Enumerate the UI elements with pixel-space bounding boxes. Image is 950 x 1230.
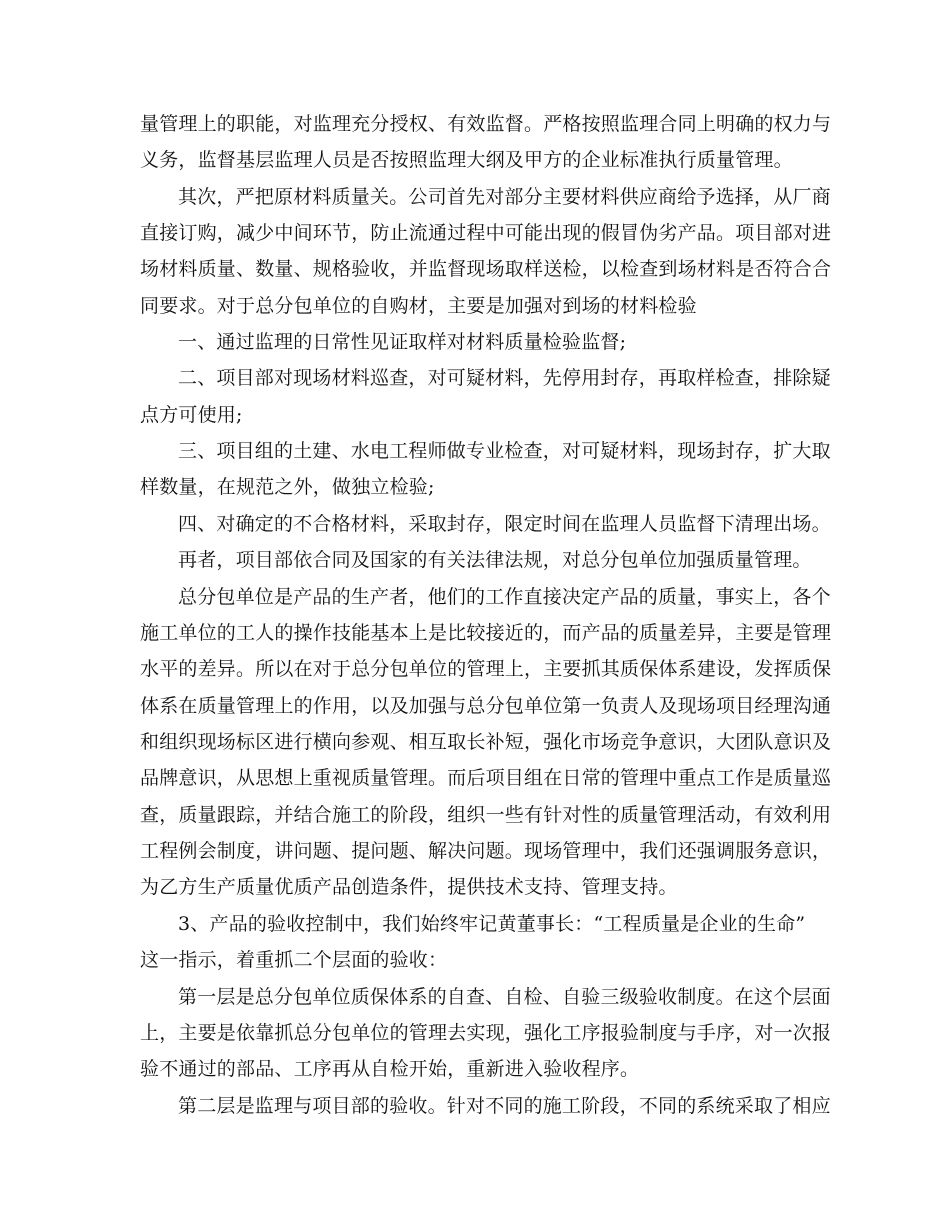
- text-line: 同要求。对于总分包单位的自购材，主要是加强对到场的材料检验: [140, 295, 697, 317]
- text-line: 第一层是总分包单位质保体系的自查、自检、自验三级验收制度。在这个层面: [178, 986, 831, 1008]
- text-line: 二、项目部对现场材料巡查，对可疑材料，先停用封存，再取样检查，排除疑: [178, 367, 831, 389]
- text-line: 点方可使用;: [140, 404, 243, 426]
- text-line: 量管理上的职能，对监理充分授权、有效监督。严格按照监理合同上明确的权力与: [140, 113, 832, 135]
- text-line: 和组织现场标区进行横向参观、相互取长补短，强化市场竞争意识，大团队意识及: [140, 731, 832, 753]
- text-line: 查，质量跟踪，并结合施工的阶段，组织一些有针对性的质量管理活动，有效利用: [140, 804, 832, 826]
- text-line: 上，主要是依靠抓总分包单位的管理去实现，强化工序报验制度与手序，对一次报: [140, 1022, 832, 1044]
- text-line: 水平的差异。所以在对于总分包单位的管理上，主要抓其质保体系建设，发挥质保: [140, 658, 832, 680]
- text-line: 直接订购，减少中间环节，防止流通过程中可能出现的假冒伪劣产品。项目部对进: [140, 222, 832, 244]
- text-line: 体系在质量管理上的作用，以及加强与总分包单位第一负责人及现场项目经理沟通: [140, 695, 832, 717]
- text-line: 义务，监督基层监理人员是否按照监理大纲及甲方的企业标准执行质量管理。: [140, 149, 793, 171]
- text-line: 工程例会制度，讲问题、提问题、解决问题。现场管理中，我们还强调服务意识，: [140, 840, 832, 862]
- text-line: 总分包单位是产品的生产者，他们的工作直接决定产品的质量，事实上，各个: [178, 586, 831, 608]
- text-line: 再者，项目部依合同及国家的有关法律法规，对总分包单位加强质量管理。: [178, 549, 812, 571]
- text-line: 其次，严把原材料质量关。公司首先对部分主要材料供应商给予选择，从厂商: [178, 186, 831, 208]
- text-line: 样数量，在规范之外，做独立检验;: [140, 476, 435, 498]
- text-line: 这一指示，着重抓二个层面的验收：: [140, 949, 448, 971]
- text-line: 品牌意识，从思想上重视质量管理。而后项目组在日常的管理中重点工作是质量巡: [140, 767, 832, 789]
- text-line: 验不通过的部品、工序再从自检开始，重新进入验收程序。: [140, 1058, 640, 1080]
- text-line: 施工单位的工人的操作技能基本上是比较接近的，而产品的质量差异，主要是管理: [140, 622, 832, 644]
- text-line: 三、项目组的土建、水电工程师做专业检查，对可疑材料，现场封存，扩大取: [178, 440, 831, 462]
- text-line: 第二层是监理与项目部的验收。针对不同的施工阶段，不同的系统采取了相应: [178, 1095, 831, 1117]
- text-line: 3、产品的验收控制中，我们始终牢记黄董事长：“工程质量是企业的生命”: [178, 913, 806, 935]
- text-line: 为乙方生产质量优质产品创造条件，提供技术支持、管理支持。: [140, 876, 678, 898]
- text-line: 场材料质量、数量、规格验收，并监督现场取样送检，以检查到场材料是否符合合: [140, 258, 832, 280]
- text-line: 一、通过监理的日常性见证取样对材料质量检验监督;: [178, 331, 627, 353]
- text-line: 四、对确定的不合格材料，采取封存，限定时间在监理人员监督下清理出场。: [178, 513, 831, 535]
